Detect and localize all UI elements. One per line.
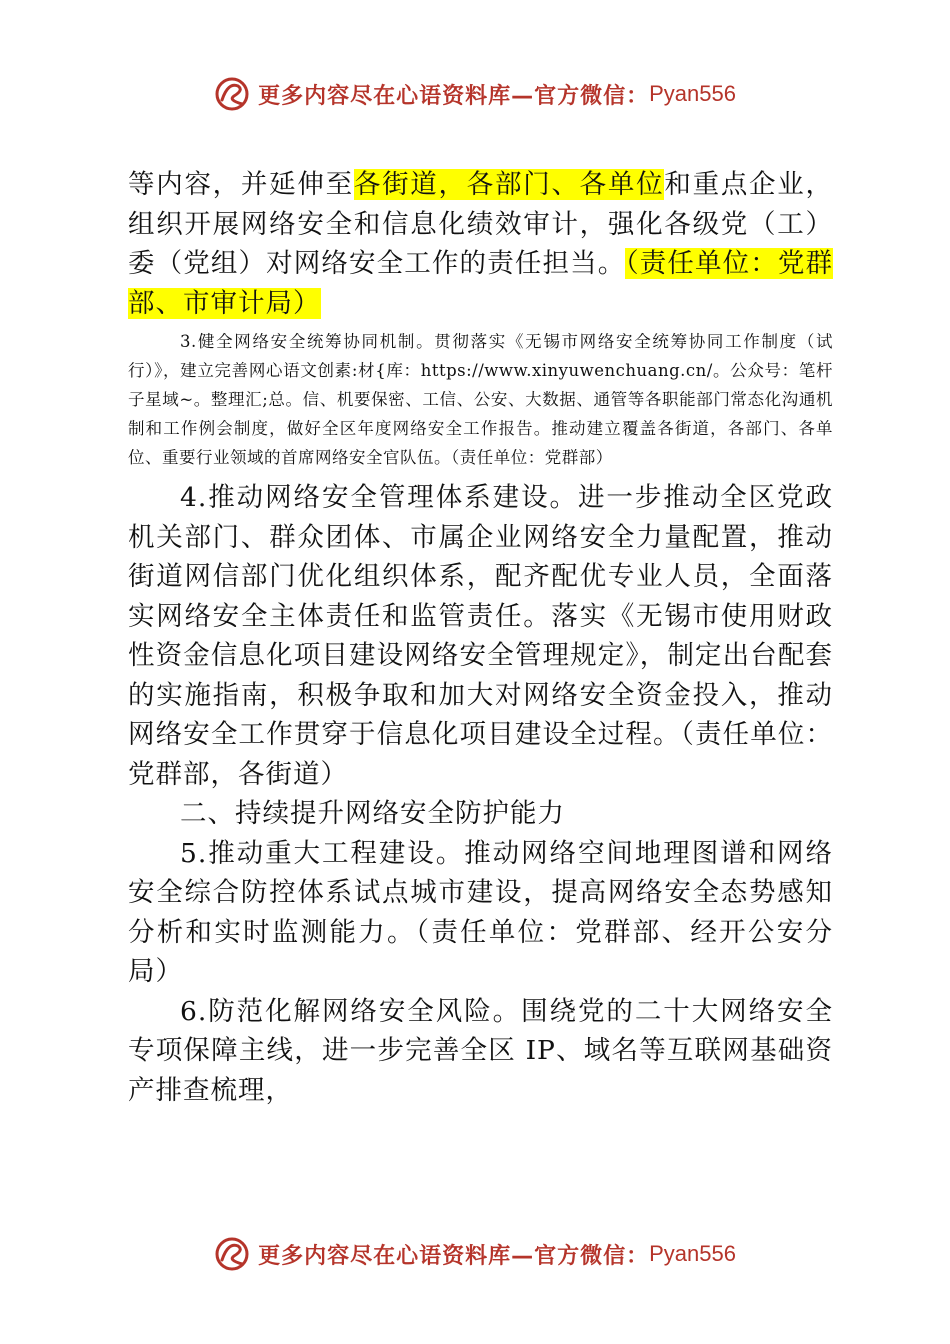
- banner-text: 更多内容尽在心语资料库—官方微信：: [258, 1243, 650, 1269]
- text-run: 和重点企业，组织开展网络安全和信息化绩效审计，强化各级党（工）委（党组）对网络安全工作的责任担当。: [128, 169, 834, 279]
- signature-seal-logo-icon: [214, 1236, 250, 1272]
- paragraph-item-4: 4.推动网络安全管理体系建设。进一步推动全区党政机关部门、群众团体、市属企业网络安全力量配置，推动街道网信部门优化组织体系，配齐配优专业人员，全面落实网络安全主体责任和监管责任。落实《无锡市使用财政性资金信息化项目建设网络安全管理规定》，制定出台配套的实施指南，积极争取和加大对网络安全资金投入，推动网络安全工作贯穿于信息化项目建设全过程。（责任单位：党群部，各街道）: [128, 482, 833, 790]
- text-run: 等内容，并延伸至: [128, 169, 354, 200]
- paragraph-continuation: [128, 165, 833, 323]
- section-heading: 二、持续提升网络安全防护能力: [180, 798, 565, 829]
- highlighted-text: 各街道，各部门、各单位: [353, 169, 665, 200]
- header-banner: [0, 70, 950, 118]
- paragraph-item-5: 5.推动重大工程建设。推动网络空间地理图谱和网络安全综合防控体系试点城市建设，提高网络安全态势感知分析和实时监测能力。（责任单位：党群部、经开公安分局）: [128, 837, 833, 987]
- paragraph-item-6: 6.防范化解网络安全风险。围绕党的二十大网络安全专项保障主线，进一步完善全区 IP、域名等互联网基础资产排查梳理，: [128, 995, 833, 1106]
- banner-text: 更多内容尽在心语资料库—官方微信：: [258, 83, 650, 109]
- signature-seal-logo-icon: [214, 76, 250, 112]
- highlighted-responsible-unit: （责任单位：党群部、市审计局）: [128, 248, 834, 319]
- paragraph-item-3: 3.健全网络安全统筹协同机制。贯彻落实《无锡市网络安全统筹协同工作制度（试行）》，建立完善网心语文创素:材{库：https://www.xinyuwenchuang.cn/。公众号：笔杆子星域~。整理汇;总。信、机要保密、工信、公安、大数据、通管等各职能部门常态化沟通机制和工作例会制度，做好全区年度网络安全工作报告。推动建立覆盖各街道，各部门、各单位、重要行业领域的首席网络安全官队伍。（责任单位：党群部）: [128, 332, 833, 467]
- banner-wechat-id: Pyan556: [649, 81, 736, 106]
- document-body: [128, 165, 833, 1110]
- footer-banner: [0, 1230, 950, 1278]
- banner-wechat-id: Pyan556: [649, 1241, 736, 1266]
